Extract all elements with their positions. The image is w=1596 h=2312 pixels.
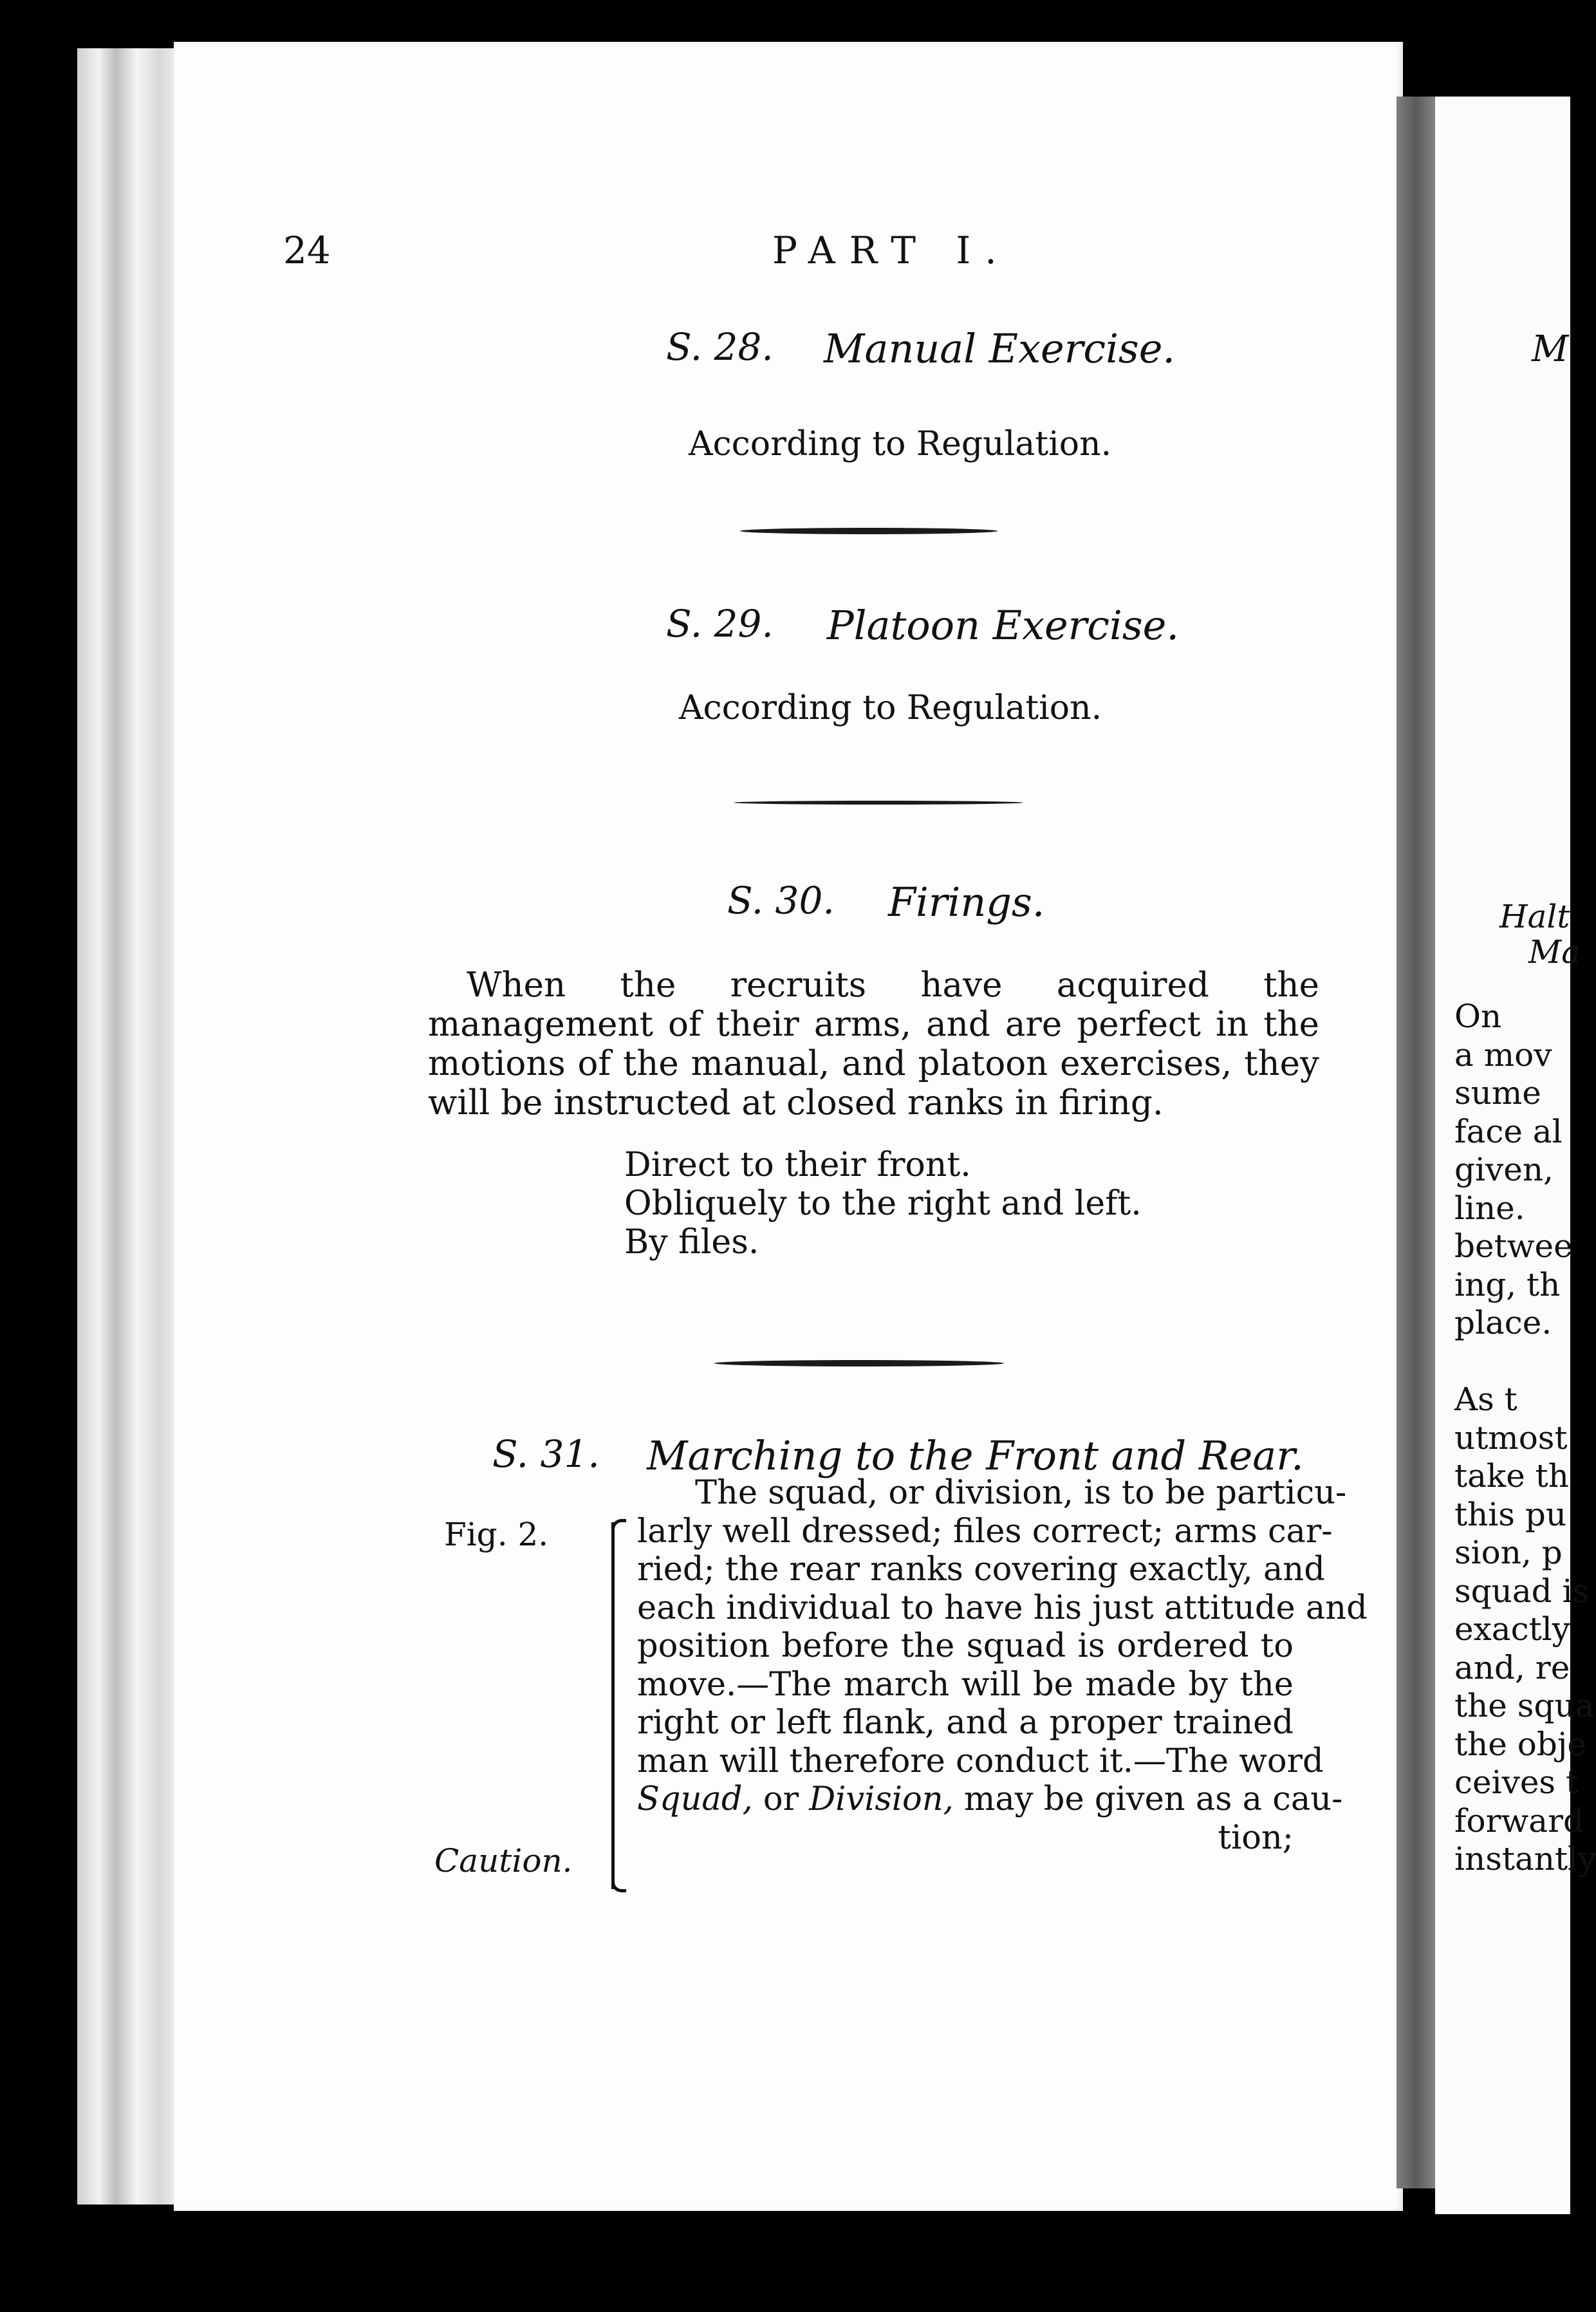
- next-page-side-heading-1: Halt: [1499, 898, 1570, 935]
- next-page-line: On: [1454, 998, 1502, 1035]
- section-31-title: Marching to the Front and Rear.: [647, 1432, 1304, 1479]
- next-page-line: instantly: [1454, 1840, 1596, 1878]
- next-page-line: this pu: [1454, 1495, 1567, 1533]
- firing-list-item: Obliquely to the right and left.: [624, 1184, 1142, 1223]
- next-page-line: the obje: [1454, 1725, 1586, 1763]
- next-page-line: line.: [1454, 1189, 1525, 1227]
- firing-list: [624, 1146, 1142, 1262]
- text-line: The squad, or division, is to be particu-: [695, 1474, 1347, 1512]
- next-page-line: ceives t: [1454, 1764, 1579, 1801]
- next-page-line: sion, p: [1454, 1534, 1563, 1571]
- page-number: 24: [283, 228, 331, 272]
- section-29-number: S. 29.: [666, 602, 774, 646]
- text-line: larly well dressed; files correct; arms car-: [637, 1512, 1333, 1551]
- section-29-subtitle: According to Regulation.: [679, 689, 1102, 727]
- text-line: move.—The march will be made by the: [637, 1665, 1294, 1704]
- next-page-side-heading-2: Ma: [1528, 933, 1581, 971]
- section-divider: [714, 1360, 1004, 1366]
- text-line: right or left flank, and a proper trained: [637, 1704, 1294, 1742]
- next-page-line: the squa: [1454, 1687, 1595, 1724]
- next-page-line: place.: [1454, 1304, 1552, 1341]
- section-divider: [734, 801, 1023, 805]
- section-30-title: Firings.: [888, 879, 1045, 926]
- text-line: ried; the rear ranks covering exactly, and: [637, 1551, 1325, 1589]
- next-page-heading-fragment: M: [1532, 328, 1569, 370]
- next-page-line: utmost: [1454, 1419, 1568, 1457]
- next-page-line: given,: [1454, 1151, 1554, 1188]
- text-line: tion;: [1218, 1818, 1294, 1857]
- section-28-title: Manual Exercise.: [824, 325, 1176, 372]
- text-line: man will therefore conduct it.—The word: [637, 1742, 1324, 1780]
- margin-bracket: [611, 1522, 621, 1889]
- page-stack-edge: [77, 48, 187, 2205]
- figure-reference: Fig. 2.: [444, 1516, 549, 1553]
- text-line: Squad, or Division, may be given as a cau-: [637, 1780, 1343, 1818]
- section-30-number: S. 30.: [727, 879, 835, 922]
- next-page-line: exactly: [1454, 1610, 1570, 1648]
- section-31-text: [637, 1474, 1368, 1857]
- text-line: each individual to have his just attitude and: [637, 1589, 1368, 1627]
- next-page-line: a mov: [1454, 1036, 1552, 1074]
- next-page-line: and, re: [1454, 1648, 1570, 1686]
- next-page-line: As t: [1454, 1381, 1517, 1418]
- part-heading: PART I.: [772, 228, 1011, 272]
- firing-list-item: Direct to their front.: [624, 1146, 971, 1184]
- section-divider: [740, 528, 998, 534]
- next-page-line: face al: [1454, 1112, 1563, 1150]
- right-page-fragment: [1435, 97, 1596, 2214]
- next-page-line: [1454, 1343, 1596, 1381]
- section-28-number: S. 28.: [666, 325, 774, 369]
- left-page: [174, 42, 1403, 2211]
- next-page-line: forward: [1454, 1802, 1584, 1840]
- next-page-line: take th: [1454, 1457, 1569, 1495]
- firing-list-item: By files.: [624, 1223, 759, 1262]
- section-30-paragraph: When the recruits have acquired the management of their arms, and are perfect in the motions of the manual, and platoon exercises, they will be instructed at closed ranks in firing.: [428, 965, 1319, 1123]
- next-page-line: sume: [1454, 1074, 1541, 1112]
- section-28-subtitle: According to Regulation.: [689, 425, 1112, 463]
- next-page-line: betwee: [1454, 1227, 1573, 1265]
- next-page-line: ing, th: [1454, 1265, 1561, 1303]
- next-page-line: squad is: [1454, 1572, 1590, 1610]
- section-29-title: Platoon Exercise.: [827, 602, 1180, 649]
- text-line: position before the squad is ordered to: [637, 1627, 1294, 1665]
- next-page-text: [1454, 998, 1596, 1879]
- section-31-number: S. 31.: [492, 1432, 600, 1476]
- caution-margin-note: Caution.: [434, 1842, 573, 1879]
